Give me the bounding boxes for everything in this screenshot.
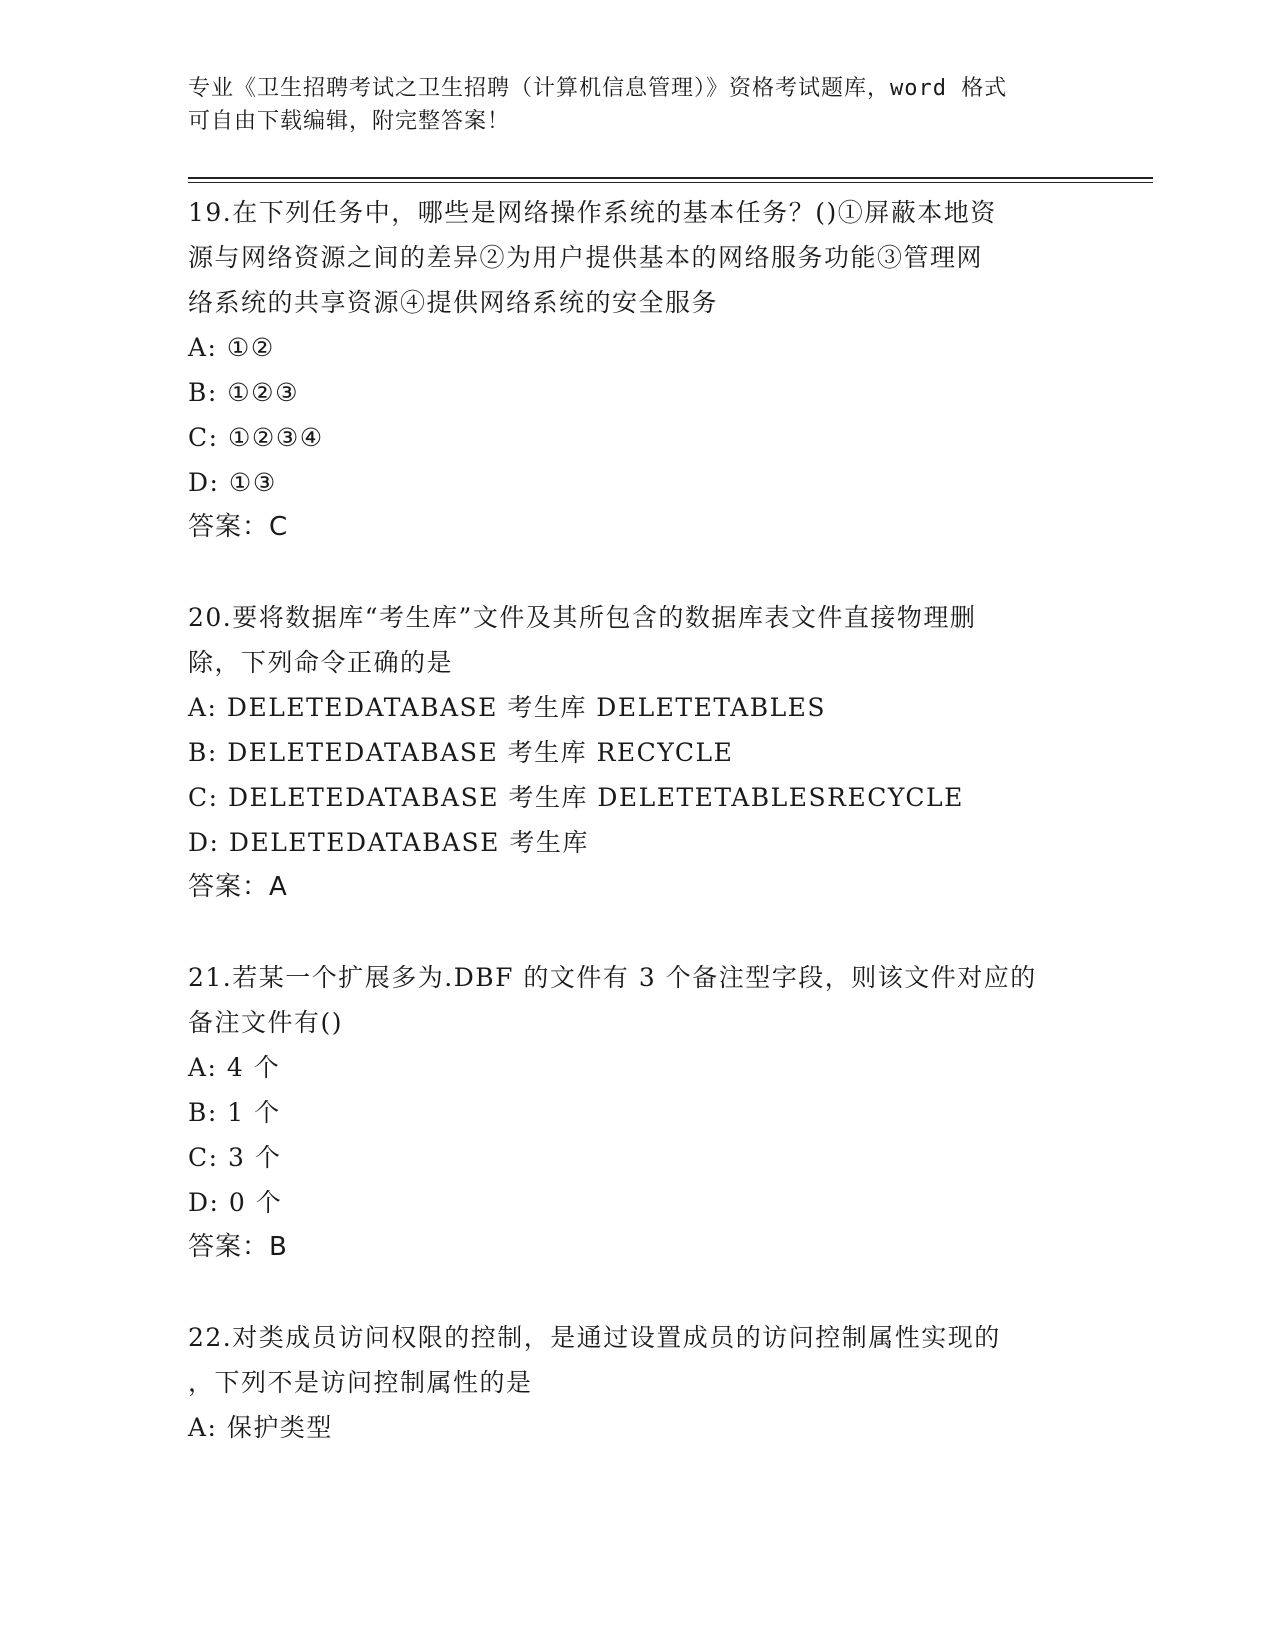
header-divider-thin [188,182,1153,183]
option-a: A: DELETEDATABASE 考生库 DELETETABLES [188,693,827,722]
option-a: A: 保护类型 [188,1413,333,1442]
question-spacer [188,910,1088,955]
question-stem-line: 络系统的共享资源④提供网络系统的安全服务 [188,288,719,317]
question-stem-line: 源与网络资源之间的差异②为用户提供基本的网络服务功能③管理网 [188,243,984,272]
question-spacer [188,1270,1088,1315]
question-stem-line: 备注文件有() [188,1008,344,1037]
option-b: B: DELETEDATABASE 考生库 RECYCLE [188,738,734,767]
question-stem-line: 20.要将数据库“考生库”文件及其所包含的数据库表文件直接物理删 [188,603,977,632]
option-d: D: ①③ [188,468,277,497]
option-c: C: DELETEDATABASE 考生库 DELETETABLESRECYCLE [188,783,964,812]
answer-line: 答案：B [188,1232,288,1262]
answer-line: 答案：C [188,512,289,542]
option-d: D: 0 个 [188,1188,283,1217]
question-22 [188,1315,1088,1450]
header-line-1: 专业《卫生招聘考试之卫生招聘（计算机信息管理）》资格考试题库，word 格式 [188,76,1008,101]
question-list [188,190,1088,1450]
question-spacer [188,550,1088,595]
option-d: D: DELETEDATABASE 考生库 [188,828,589,857]
option-c: C: ①②③④ [188,423,324,452]
question-stem-line: 22.对类成员访问权限的控制，是通过设置成员的访问控制属性实现的 [188,1323,1001,1352]
answer-line: 答案：A [188,872,288,902]
option-a: A: ①② [188,333,275,362]
header-line-2: 可自由下载编辑，附完整答案！ [188,109,511,134]
option-b: B: 1 个 [188,1098,281,1127]
question-stem-line: 21.若某一个扩展多为.DBF 的文件有 3 个备注型字段，则该文件对应的 [188,963,1037,992]
question-stem-line: ，下列不是访问控制属性的是 [188,1368,533,1397]
option-a: A: 4 个 [188,1053,281,1082]
option-b: B: ①②③ [188,378,299,407]
page-header [188,72,1088,138]
question-20 [188,595,1088,910]
question-19 [188,190,1088,550]
question-stem-line: 除，下列命令正确的是 [188,648,454,677]
question-21 [188,955,1088,1270]
question-stem-line: 19.在下列任务中，哪些是网络操作系统的基本任务？()①屏蔽本地资 [188,198,997,227]
header-divider-thick [188,177,1153,179]
option-c: C: 3 个 [188,1143,282,1172]
